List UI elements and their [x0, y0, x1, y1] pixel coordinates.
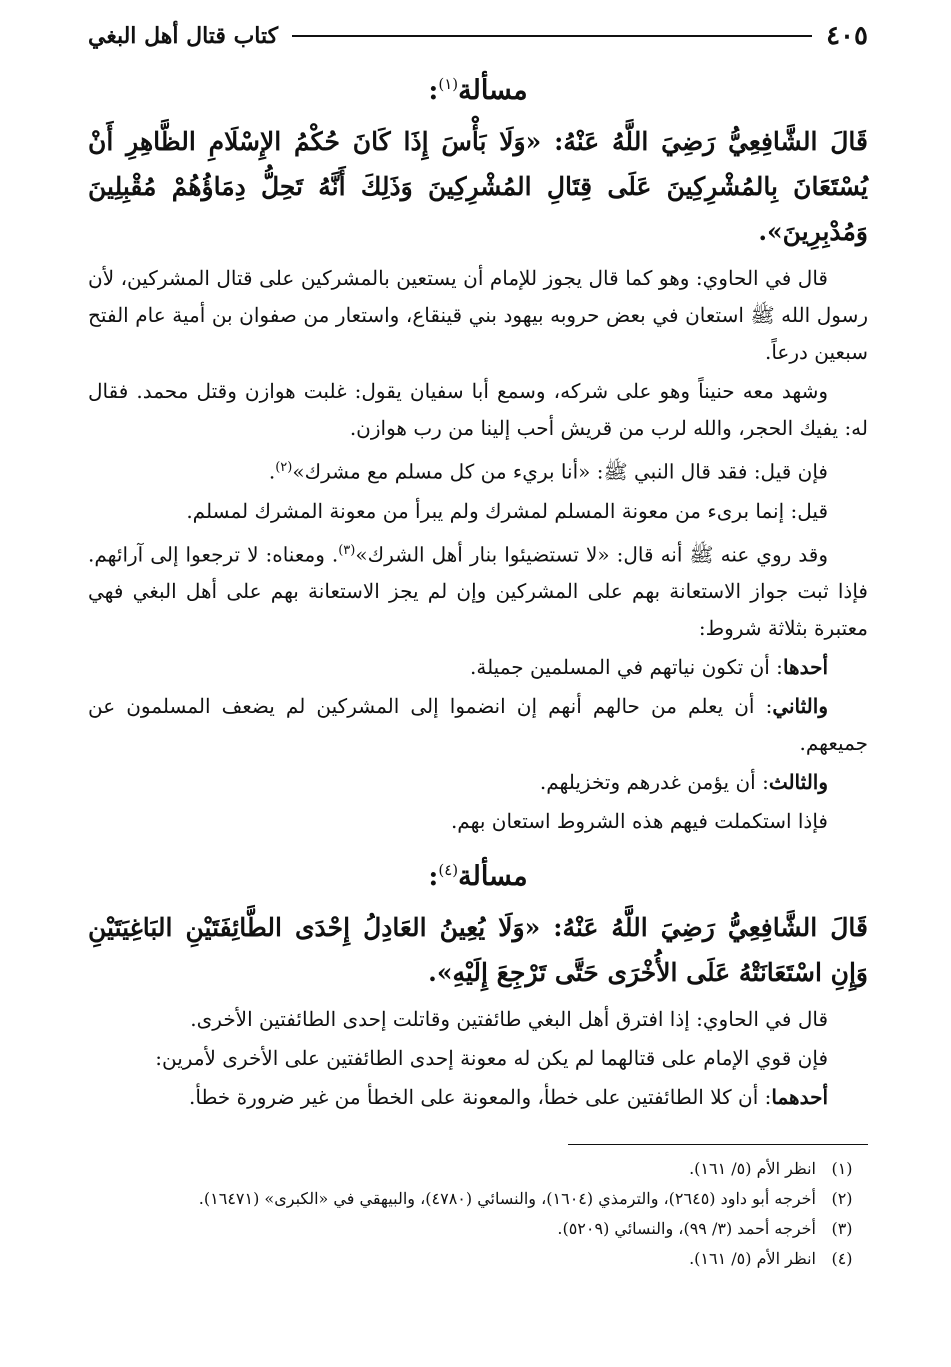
- footnote-text: أخرجه أحمد (٣/ ٩٩)، والنسائي (٥٢٠٩).: [557, 1219, 816, 1239]
- section-title: مسألة$^{(٤)}$:: [428, 861, 528, 893]
- condition-item: والثالث: أن يؤمن غدرهم وتخزيلهم.: [539, 770, 828, 795]
- paragraph: قيل: إنما برىء من معونة المسلم لمشرك ولم يبرأ من معونة المشرك لمسلم.: [186, 498, 828, 523]
- footnote-number: (٤): [831, 1249, 853, 1269]
- condition-item: والثاني: أن يعلم من حالهم أنهم إن انضموا إلى المشركين لم يضعف المسلمون عن جميعهم.: [88, 694, 868, 756]
- page-header: [88, 18, 868, 54]
- running-title: كتاب قتال أهل البغي: [88, 23, 279, 49]
- footnote-text: أخرجه أبو داود (٢٦٤٥)، والترمذي (١٦٠٤)، والنسائي (٤٧٨٠)، والبيهقي في «الكبرى» (١٦٤٧١).: [198, 1189, 816, 1209]
- paragraph: وشهد معه حنيناً وهو على شركه، وسمع أبا سفيان يقول: غلبت هوازن وقتل محمد. فقال له: يفيك الحجر، والله لرب من قريش أحب إلينا من رب هوازن.: [88, 379, 868, 440]
- book-page: [88, 18, 868, 1275]
- footnote-number: (٣): [831, 1219, 853, 1239]
- paragraph: قال في الحاوي: وهو كما قال يجوز للإمام أن يستعين بالمشركين على قتال المشركين، لأن رسول الله ﷺ استعان في بعض حروبه بيهود بني قينقاع، واستعار من صفوان بن أمية عام الفتح سبعين درعاً.: [88, 266, 868, 364]
- paragraph: فإن قوي الإمام على قتالهما لم يكن له معونة إحدى الطائفتين على الأخرى لأمرين:: [155, 1046, 828, 1071]
- section: [88, 64, 868, 840]
- footnotes: [88, 1155, 868, 1273]
- matn-text: قَالَ الشَّافِعِيُّ رَضِيَ اللَّهُ عَنْهُ: «وَلَا يُعِينُ العَادِلُ إِحْدَى الطَّائِفَتَيْنِ البَاغِيَتَيْنِ وَإِنِ اسْتَعَانَتْهُ عَلَى الأُخْرَى حَتَّى تَرْجِعَ إِلَيْهِ».: [88, 913, 868, 988]
- footnote-ref: (١): [438, 75, 459, 93]
- footnote-text: انظر الأم (٥/ ١٦١).: [689, 1159, 816, 1179]
- paragraph: وقد روي عنه ﷺ أنه قال: «لا تستضيئوا بنار أهل الشرك»$^{(٣)}$. ومعناه: لا ترجعوا إلى آرائهم. فإذا ثبت جواز الاستعانة بهم على المشركين وإن لم يجز الاستعانة بهم على أهل البغي فهي معتبرة بثلاثة شروط:: [88, 542, 868, 641]
- header-rule: [292, 35, 812, 37]
- paragraph: فإذا استكملت فيهم هذه الشروط استعان بهم.: [450, 809, 828, 834]
- matn-text: قَالَ الشَّافِعِيُّ رَضِيَ اللَّهُ عَنْهُ: «وَلَا بَأْسَ إِذَا كَانَ حُكْمُ الإِسْلَامِ الظَّاهِرِ أَنْ يُسْتَعَانَ بِالمُشْرِكِينَ عَلَى قِتَالِ المُشْرِكِينَ وَذَلِكَ أَنَّهُ تَحِلُّ دِمَاؤُهُمْ مُقْبِلِينَ وَمُدْبِرِينَ».: [88, 127, 868, 246]
- footnote-ref: (٣): [338, 542, 356, 558]
- footnote-ref: (٤): [438, 861, 459, 880]
- paragraph: فإن قيل: فقد قال النبي ﷺ: «أنا بريء من كل مسلم مع مشرك»$^{(٢)}$.: [268, 459, 828, 484]
- footnote-number: (٢): [831, 1189, 853, 1209]
- paragraph: قال في الحاوي: إذا افترق أهل البغي طائفتين وقاتلت إحدى الطائفتين الأخرى.: [190, 1007, 828, 1032]
- footnote-text: انظر الأم (٥/ ١٦١).: [689, 1249, 816, 1269]
- footnote: [88, 1185, 868, 1213]
- section-title: مسألة$^{(١)}$:: [428, 75, 528, 106]
- footnote-number: (١): [831, 1159, 853, 1179]
- section: [88, 850, 868, 1116]
- footnote: [88, 1245, 868, 1273]
- condition-item: أحدهما: أن كلا الطائفتين على خطأ، والمعونة على الخطأ من غير ضرورة خطأ.: [189, 1085, 828, 1110]
- condition-item: أحدها: أن تكون نياتهم في المسلمين جميلة.: [469, 655, 828, 680]
- footnote: [88, 1215, 868, 1243]
- page-number: ٤٠٥: [826, 21, 868, 51]
- footnote-divider: [568, 1144, 868, 1145]
- footnote-ref: (٢): [275, 460, 293, 475]
- footnote: [88, 1155, 868, 1183]
